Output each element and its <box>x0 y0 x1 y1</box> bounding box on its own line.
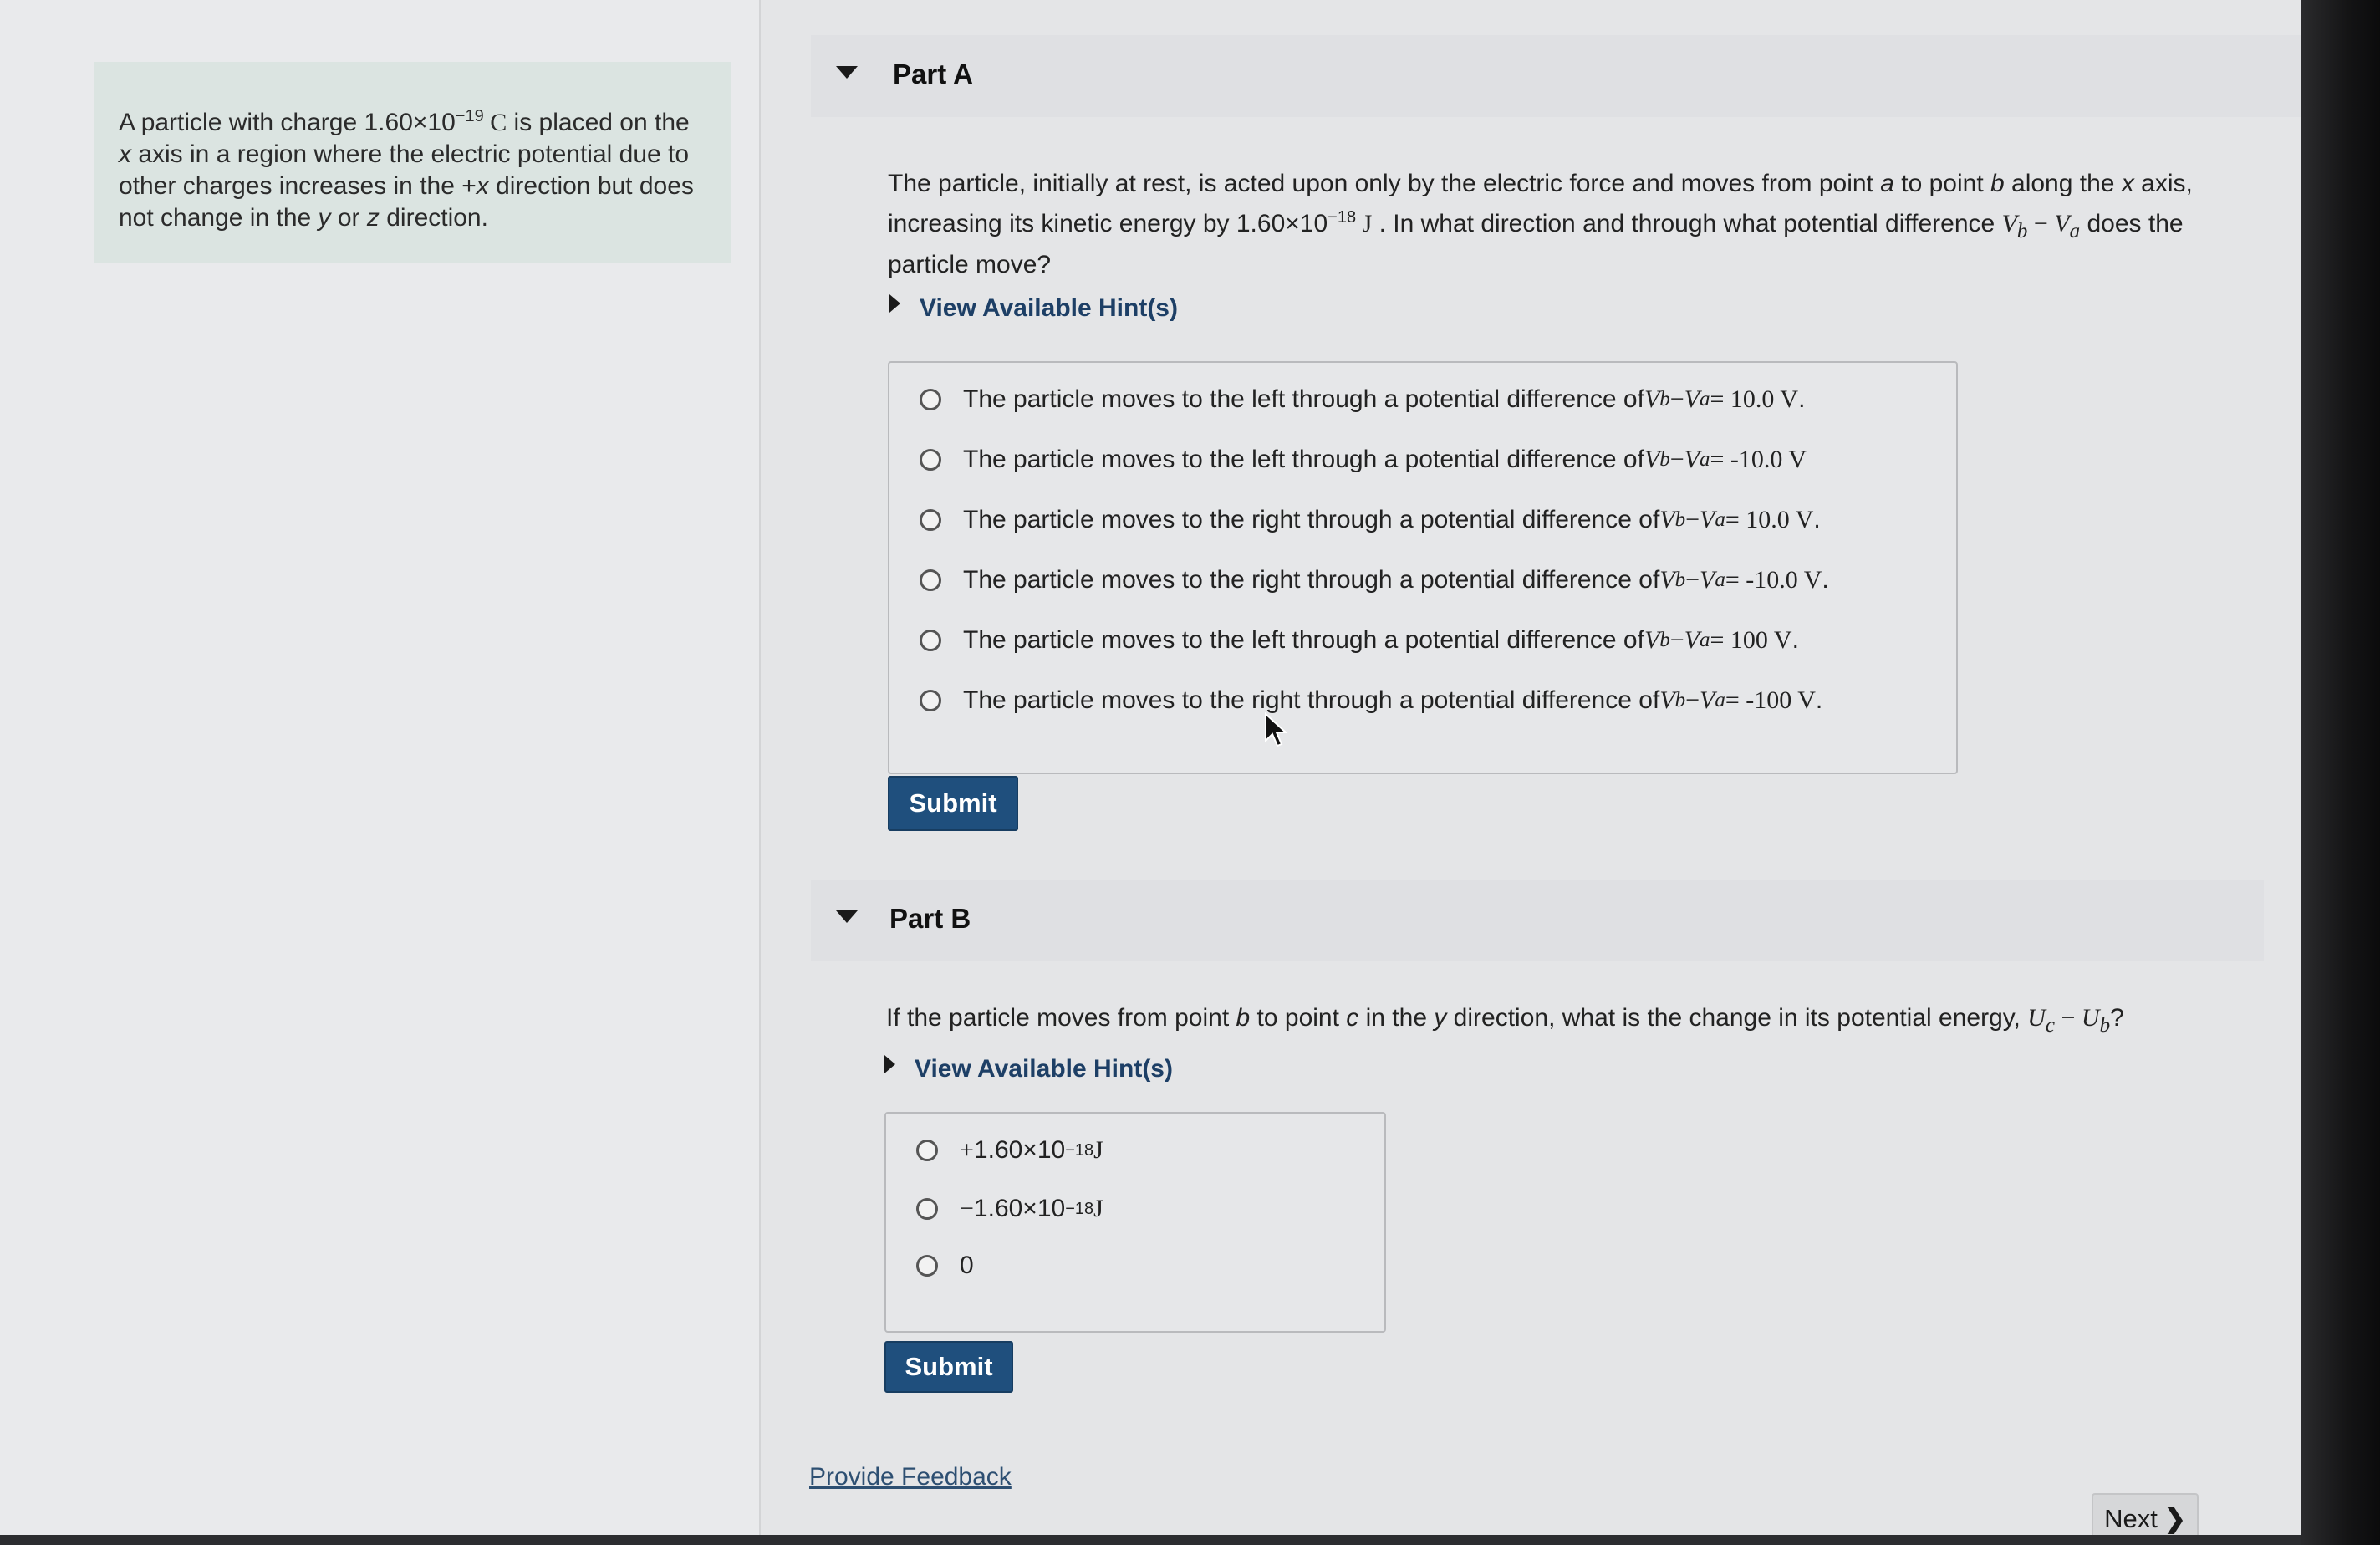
intro-text: direction. <box>379 204 488 232</box>
var-v: V <box>1684 626 1700 654</box>
var-v: V <box>1684 446 1700 473</box>
choice-sign: − <box>960 1195 974 1222</box>
choice-4[interactable] <box>920 562 1829 599</box>
question-text: does the particle move? <box>888 210 2184 278</box>
part-b-question <box>886 1002 2274 1043</box>
var-v: V <box>1644 626 1660 654</box>
choice-value: = 10.0 V <box>1725 506 1814 533</box>
var-u: U <box>2081 1004 2100 1032</box>
sub-b: b <box>2099 1014 2111 1037</box>
var-v: V <box>2054 210 2070 237</box>
part-a-question <box>888 167 2259 282</box>
var-x: x <box>476 172 489 200</box>
charge-unit: C <box>483 109 507 136</box>
var-v: V <box>1644 385 1660 413</box>
choice-2[interactable] <box>920 441 1807 478</box>
intro-text: direction but does not change in the <box>119 172 694 232</box>
choice-6[interactable] <box>920 682 1822 719</box>
charge-exponent: −19 <box>455 107 484 125</box>
collapse-triangle-icon[interactable] <box>836 66 858 79</box>
part-b-submit-button[interactable]: Submit <box>884 1341 1013 1393</box>
energy-value: 1.60×10 <box>1236 210 1328 237</box>
part-a-title: Part A <box>893 59 973 89</box>
sub-b: b <box>1674 508 1686 531</box>
var-b: b <box>1236 1004 1251 1032</box>
next-label: Next <box>2104 1504 2158 1533</box>
minus-sign: − <box>1685 506 1700 533</box>
radio-button[interactable] <box>920 690 941 711</box>
choice-1[interactable] <box>920 381 1805 418</box>
choice-value: = -100 V <box>1725 686 1816 714</box>
var-b: b <box>1990 170 2005 197</box>
var-v: V <box>1659 686 1675 714</box>
choice-value: = 10.0 V <box>1710 385 1799 413</box>
choice-unit: J <box>1093 1195 1103 1222</box>
choice-text: The particle moves to the right through a potential difference of <box>963 506 1660 533</box>
var-v: V <box>1700 506 1715 533</box>
question-text: . In what direction and through what potential difference <box>1372 210 2002 237</box>
var-z: z <box>366 204 380 232</box>
question-text: along the <box>2004 170 2122 197</box>
choice-text: The particle moves to the right through a potential difference of <box>963 566 1660 594</box>
choice-end: . <box>1791 626 1799 654</box>
choice-end: . <box>1822 566 1829 594</box>
intro-text: is placed on the <box>507 109 690 136</box>
choice-3[interactable] <box>916 1247 974 1284</box>
intro-text: axis in a region where the electric potential due to other charges increases in the + <box>119 140 690 200</box>
question-text: direction, what is the change in its potential energy, <box>1446 1004 2028 1032</box>
sub-c: c <box>2045 1014 2055 1037</box>
minus-sign: − <box>2054 1004 2082 1032</box>
left-panel <box>0 0 761 1545</box>
sub-b: b <box>1674 689 1686 711</box>
var-c: c <box>1346 1004 1359 1032</box>
sub-a: a <box>1715 569 1725 591</box>
part-a-choices <box>888 361 1958 774</box>
sub-b: b <box>1659 388 1670 410</box>
choice-exponent: −18 <box>1065 1140 1094 1160</box>
question-text: to point <box>1250 1004 1347 1032</box>
intro-text: or <box>330 204 367 232</box>
radio-button[interactable] <box>920 389 941 410</box>
var-v: V <box>1684 385 1700 413</box>
part-a-header[interactable] <box>811 35 2332 117</box>
choice-end: . <box>1798 385 1806 413</box>
choice-value: = 100 V <box>1710 626 1792 654</box>
choice-sign: + <box>960 1136 974 1164</box>
question-text: If the particle moves from point <box>886 1004 1236 1032</box>
expand-caret-icon[interactable] <box>889 294 900 313</box>
chevron-right-icon: ❯ <box>2163 1504 2186 1533</box>
choice-1[interactable] <box>916 1132 1103 1169</box>
choice-text: The particle moves to the left through a potential difference of <box>963 626 1644 654</box>
intro-text: A particle with charge <box>119 109 364 136</box>
var-y: y <box>318 204 331 232</box>
question-text: to point <box>1893 170 1990 197</box>
sub-a: a <box>1715 689 1725 711</box>
choice-end: . <box>1815 686 1823 714</box>
choice-value: = -10.0 V <box>1710 446 1807 473</box>
part-b-title: Part B <box>889 903 971 934</box>
radio-button[interactable] <box>916 1140 938 1161</box>
var-v: V <box>1659 506 1675 533</box>
question-text: The particle, initially at rest, is acted upon only by the electric force and moves from point <box>888 170 1881 197</box>
provide-feedback-link[interactable]: Provide Feedback <box>809 1463 1012 1491</box>
var-v: V <box>2001 210 2017 237</box>
part-a-submit-button[interactable]: Submit <box>888 776 1018 831</box>
sub-b: b <box>1659 448 1670 471</box>
energy-unit: J <box>1356 210 1373 237</box>
var-v: V <box>1700 686 1715 714</box>
var-v: V <box>1644 446 1660 473</box>
choice-value: = -10.0 V <box>1725 566 1822 594</box>
radio-button[interactable] <box>920 509 941 531</box>
part-b-hints-link[interactable]: View Available Hint(s) <box>915 1055 1173 1083</box>
choice-exponent: −18 <box>1065 1199 1094 1218</box>
var-a: a <box>1880 170 1894 197</box>
choice-3[interactable] <box>920 502 1821 538</box>
choice-value: 1.60×10 <box>973 1195 1066 1222</box>
choice-value: 1.60×10 <box>973 1136 1066 1164</box>
radio-button[interactable] <box>916 1255 938 1277</box>
radio-button[interactable] <box>920 569 941 591</box>
choice-text: The particle moves to the left through a potential difference of <box>963 385 1644 413</box>
radio-button[interactable] <box>920 630 941 651</box>
question-text: axis, increasing its kinetic energy by <box>888 170 2193 237</box>
energy-exponent: −18 <box>1328 208 1357 227</box>
choice-text: The particle moves to the right through a potential difference of <box>963 686 1660 714</box>
var-x: x <box>119 140 131 168</box>
var-x: x <box>2121 170 2134 197</box>
var-y: y <box>1434 1004 1447 1032</box>
radio-button[interactable] <box>916 1198 938 1220</box>
var-v: V <box>1700 566 1715 594</box>
sub-a: a <box>1715 508 1725 531</box>
choice-text: The particle moves to the left through a potential difference of <box>963 446 1644 473</box>
var-v: V <box>1659 566 1675 594</box>
sub-a: a <box>1700 629 1710 651</box>
choice-2[interactable] <box>916 1191 1103 1227</box>
sub-b: b <box>1659 629 1670 651</box>
minus-sign: − <box>1685 566 1700 594</box>
sub-a: a <box>1700 448 1710 471</box>
minus-sign: − <box>1685 686 1700 714</box>
problem-intro <box>94 62 731 263</box>
choice-unit: J <box>1093 1136 1103 1164</box>
minus-sign: − <box>1669 446 1684 473</box>
charge-value: 1.60×10 <box>364 109 456 136</box>
part-b-header[interactable] <box>811 880 2264 961</box>
part-b-choices <box>884 1112 1386 1333</box>
question-text: in the <box>1358 1004 1435 1032</box>
var-u: U <box>2027 1004 2046 1032</box>
monitor-bottom-edge <box>0 1535 2301 1545</box>
choice-5[interactable] <box>920 622 1799 659</box>
choice-value: 0 <box>960 1252 974 1279</box>
sub-b: b <box>2016 220 2028 242</box>
part-a-hints-link[interactable]: View Available Hint(s) <box>920 294 1178 322</box>
sub-a: a <box>1700 388 1710 410</box>
choice-end: . <box>1813 506 1821 533</box>
collapse-triangle-icon[interactable] <box>836 910 858 923</box>
sub-a: a <box>2069 220 2081 242</box>
minus-sign: − <box>1669 626 1684 654</box>
question-text: ? <box>2110 1004 2124 1032</box>
minus-sign: − <box>1669 385 1684 413</box>
sub-b: b <box>1674 569 1686 591</box>
monitor-bezel <box>2301 0 2380 1545</box>
expand-caret-icon[interactable] <box>884 1055 895 1073</box>
minus-sign: − <box>2027 210 2055 237</box>
radio-button[interactable] <box>920 449 941 471</box>
